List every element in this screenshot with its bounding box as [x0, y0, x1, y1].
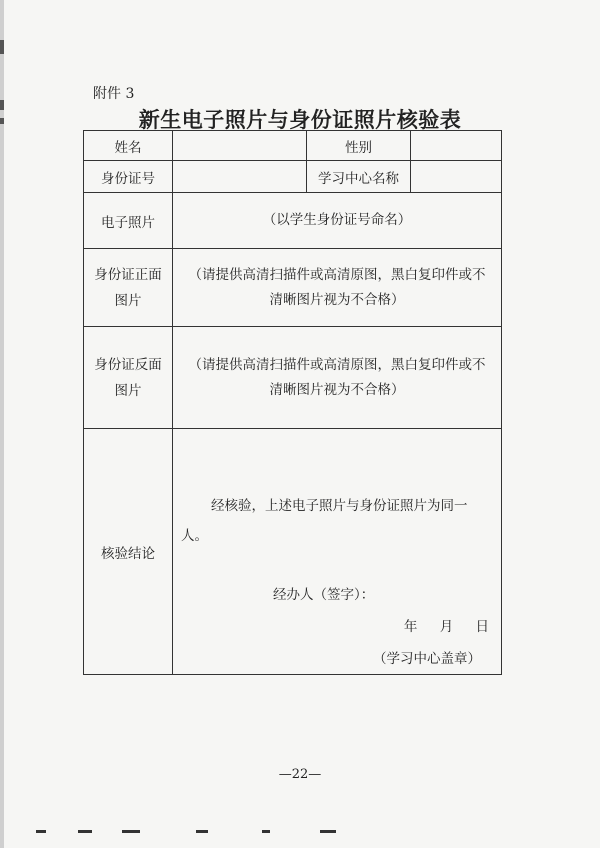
id-front-note-line2: 清晰图片视为不合格）: [269, 291, 405, 308]
attachment-label: 附件 3: [93, 86, 135, 102]
stamp-label: （学习中心盖章）: [373, 651, 481, 667]
scan-mark: [262, 830, 270, 833]
name-label: 姓名: [84, 131, 173, 161]
id-back-note-line1: （请提供高清扫描件或高清原图，黑白复印件或不: [188, 356, 486, 373]
table-row: [84, 249, 502, 327]
photo-label: 电子照片: [84, 193, 173, 249]
scan-mark: [78, 830, 92, 833]
verdict-label: 核验结论: [84, 429, 173, 675]
scan-mark: [0, 40, 4, 54]
id-back-label: [84, 327, 173, 429]
id-front-label-line2: 图片: [114, 292, 142, 309]
table-row: [84, 131, 502, 161]
date-line: 年 月 日: [403, 619, 489, 635]
scan-mark: [122, 830, 140, 833]
verification-form-table: [83, 130, 502, 675]
id-back-label-line1: 身份证反面: [94, 356, 162, 373]
page-number: —22—: [278, 767, 322, 782]
id-front-label-line1: 身份证正面: [94, 266, 162, 283]
page-title: 新生电子照片与身份证照片核验表: [138, 107, 462, 132]
verdict-cell: [173, 429, 502, 675]
center-name-field[interactable]: [411, 161, 502, 193]
id-front-note: [173, 249, 502, 327]
gender-field[interactable]: [411, 131, 502, 161]
scan-mark: [36, 830, 46, 833]
signer-label: 经办人（签字）：: [273, 587, 375, 603]
scan-mark: [196, 830, 208, 833]
id-back-note: [173, 327, 502, 429]
table-row: [84, 193, 502, 249]
id-number-field[interactable]: [173, 161, 307, 193]
scan-mark: [320, 830, 336, 833]
gender-label: 性别: [307, 131, 411, 161]
id-back-label-line2: 图片: [114, 382, 142, 399]
center-name-label: 学习中心名称: [307, 161, 411, 193]
id-front-label: [84, 249, 173, 327]
photo-note: （以学生身份证号命名）: [173, 193, 502, 249]
id-number-label: 身份证号: [84, 161, 173, 193]
id-front-note-line1: （请提供高清扫描件或高清原图，黑白复印件或不: [188, 266, 486, 283]
name-field[interactable]: [173, 131, 307, 161]
table-row: [84, 161, 502, 193]
table-row: [84, 327, 502, 429]
verdict-text: 经核验，上述电子照片与身份证照片为同一人。: [181, 498, 468, 544]
scan-bottom-marks: [0, 830, 600, 836]
id-back-note-line2: 清晰图片视为不合格）: [269, 381, 405, 398]
table-row: [84, 429, 502, 675]
